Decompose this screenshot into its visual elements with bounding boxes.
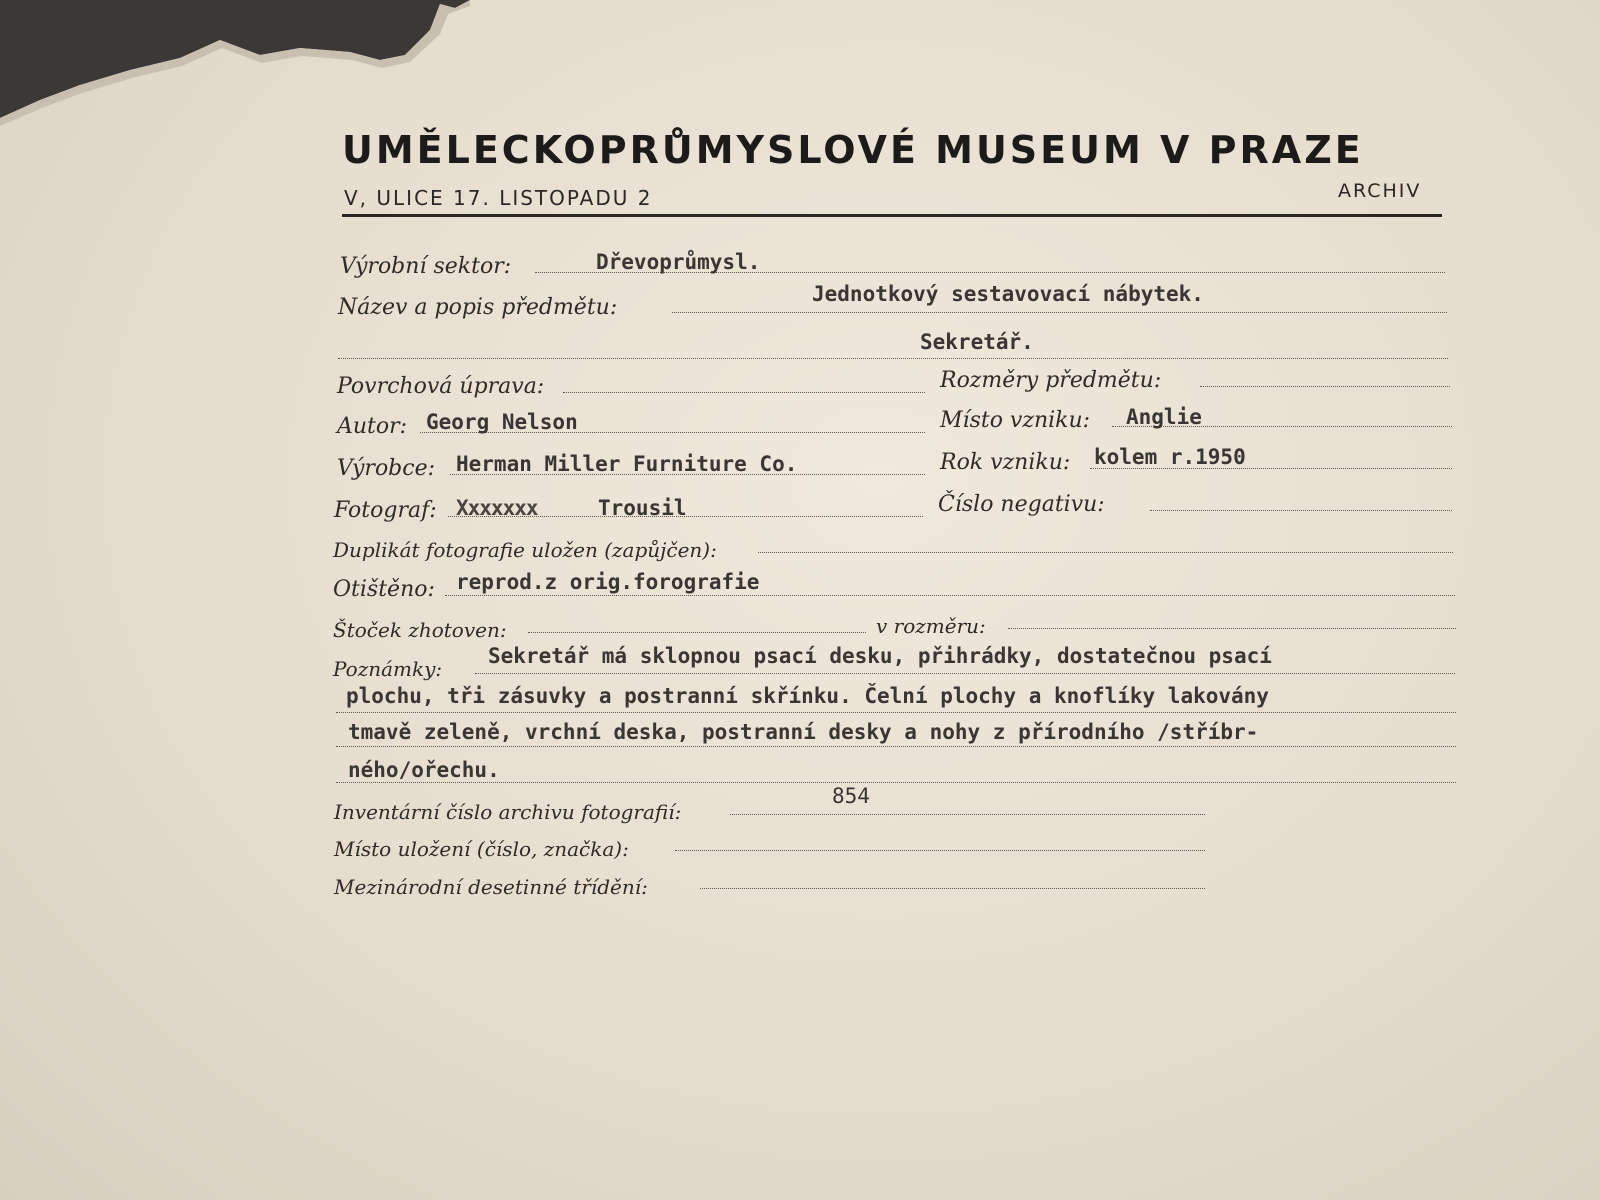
label-rozmery: Rozměry předmětu:: [940, 368, 1162, 393]
archive-label: ARCHIV: [1338, 180, 1422, 202]
value-misto-vzniku: Anglie: [1126, 405, 1202, 429]
label-fotograf: Fotograf:: [334, 498, 437, 523]
value-rok-vzniku: kolem r.1950: [1094, 445, 1246, 469]
value-fotograf-struck: Xxxxxxx: [456, 496, 538, 520]
line-inventarni-cislo: [730, 814, 1205, 815]
label-cislo-negativu: Číslo negativu:: [938, 492, 1105, 517]
label-mdt: Mezinárodní desetinné třídění:: [334, 875, 648, 899]
label-povrchova-uprava: Povrchová úprava:: [337, 374, 545, 399]
value-vyrobni-sektor: Dřevoprůmysl.: [596, 250, 761, 274]
line-cislo-negativu: [1150, 510, 1452, 511]
line-nazev: [672, 312, 1447, 313]
line-poznamky-2: [336, 712, 1456, 713]
header-rule: [342, 214, 1442, 217]
label-misto-ulozeni: Místo uložení (číslo, značka):: [334, 837, 629, 861]
line-poznamky-3: [336, 746, 1456, 747]
museum-address: V, ULICE 17. LISTOPADU 2: [344, 186, 653, 210]
value-fotograf: Trousil: [598, 496, 687, 520]
line-nazev-2: [338, 358, 1448, 359]
torn-corner: [0, 0, 470, 130]
label-inventarni-cislo: Inventární číslo archivu fotografií:: [334, 800, 682, 824]
line-rozmery: [1200, 386, 1450, 387]
value-vyrobce: Herman Miller Furniture Co.: [456, 452, 798, 476]
line-v-rozmeru: [1008, 628, 1456, 629]
line-povrchova-uprava: [563, 392, 925, 393]
label-misto-vzniku: Místo vzniku:: [940, 408, 1091, 433]
label-v-rozmeru: v rozměru:: [876, 614, 986, 638]
value-poznamky-line1: Sekretář má sklopnou psací desku, přihrádky, dostatečnou psací: [488, 644, 1272, 668]
line-stocek: [528, 632, 866, 633]
label-vyrobce: Výrobce:: [337, 456, 436, 481]
line-misto-ulozeni: [675, 850, 1205, 851]
museum-title: UMĚLECKOPRŮMYSLOVÉ MUSEUM V PRAZE: [342, 128, 1364, 172]
label-duplikat: Duplikát fotografie uložen (zapůjčen):: [333, 538, 717, 562]
label-stocek: Štoček zhotoven:: [333, 618, 507, 642]
value-poznamky-line3: tmavě zeleně, vrchní deska, postranní desky a nohy z přírodního /stříbr-: [348, 720, 1259, 744]
value-poznamky-line2: plochu, tři zásuvky a postranní skřínku. Čelní plochy a knoflíky lakovány: [346, 684, 1269, 708]
label-poznamky: Poznámky:: [333, 657, 443, 681]
line-poznamky-1: [475, 673, 1455, 674]
label-rok-vzniku: Rok vzniku:: [940, 450, 1071, 475]
line-duplikat: [758, 552, 1453, 553]
value-otisteno: reprod.z orig.forografie: [456, 570, 760, 594]
line-otisteno: [445, 595, 1455, 596]
value-nazev-line2: Sekretář.: [920, 330, 1034, 354]
label-nazev: Název a popis předmětu:: [338, 295, 618, 320]
label-autor: Autor:: [337, 414, 408, 439]
line-poznamky-4: [336, 782, 1456, 783]
value-inventarni-cislo: 854: [832, 784, 870, 808]
value-autor: Georg Nelson: [426, 410, 578, 434]
value-poznamky-line4: ného/ořechu.: [348, 758, 500, 782]
value-nazev-line1: Jednotkový sestavovací nábytek.: [812, 282, 1204, 306]
label-otisteno: Otištěno:: [333, 577, 435, 602]
label-vyrobni-sektor: Výrobní sektor:: [340, 254, 512, 279]
line-mdt: [700, 888, 1205, 889]
